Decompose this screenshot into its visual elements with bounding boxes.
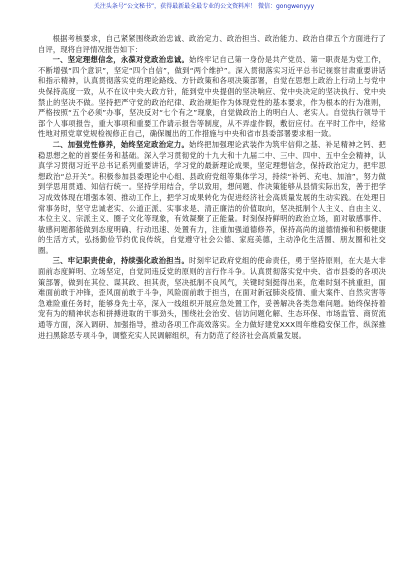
section-paragraph-2 (38, 140, 386, 257)
section-heading-3: 三、牢记职责使命，持续强化政治担当。 (52, 256, 190, 266)
section-paragraph-3 (38, 256, 386, 341)
promo-banner: 关注头条号“公文秘书”，获得最新最全最专业的公文资料库！ 微信：gongwenyyy (93, 3, 315, 10)
section-paragraph-1 (38, 55, 386, 140)
section-heading-1: 一、坚定理想信念，永葆对党政治忠诚。 (52, 55, 190, 65)
section-body-1: 始终牢记自己第一身份是共产党员、第一职责是为党工作，不断增强“四个意识”，坚定“四个自信”，做到“两个维护”。深入贯彻落实习近平总书记视察甘肃重要讲话和指示精神，认真贯彻落实党的理论路线、方针政策和各项决策部署，自觉在思想上政治上行动上与党中央保持高度一致，从不在议中央大政方针，能到党中央提倡的坚决响应、党中央决定的坚决执行、党中央禁止的坚决不做。坚持把严守党的政治纪律、政治规矩作为体现党性的基本要求，作为根本的行为准则，严格按照“五个必须”办事，坚决反对“七个有之”现象，自觉做政治上的明白人、老实人。自觉执行领导干部个人事项报告，重大事项和重要工作请示报告等制度，从不弄虚作假，敷衍应付。在平时工作中，经常性地对照党章党规检视修正自己，确保履出的工作措施与中央和省市县委部署要求相一致。 (38, 55, 386, 139)
section-heading-2: 二、加强党性修养，始终坚定政治定力。 (52, 139, 190, 149)
intro-paragraph: 根据考核要求，自己紧紧围绕政治忠诚、政治定力、政治担当、政治能力、政治自律五个方面进行了自评，现将自评情况报告如下： (38, 34, 386, 54)
section-body-3: 时刻牢记政府党组的使命责任，勇于坚持原则，在大是大非面前态度鲜明、立场坚定，自觉同违反党的原则的言行作斗争。认真贯彻落实党中央、省市县委的各项决策部署，做到在其位、谋其政、担其责，坚决抵制不良风气，关键时刻挺得出来，危难时刻不挑重担，面难面前敢于冲锋，歪风面前敢于斗争，风险面前敢于担当，在面对新冠肺炎疫情、重大案件、自然灾害等急难险重任务时，能够身先士卒，深入一线组织开展应急处置工作，妥善解决各类急难问题。始终保持着宠有为的精神状态和拼搏进取的干事劲头，围绕社会治安、信访问题化解、生态环保、市场监管、商贸流通等方面，深入调研、加强指导，推动各项工作高效落实。全力做好建党XXX周年维稳安保工作，纵深推进扫黑除恶专项斗争，调整充实人民调解组织，有力防范了经济社会高质量发展。 (38, 256, 386, 340)
report-body (38, 34, 386, 341)
section-body-2: 始终把加强理论武装作为筑牢信仰之基、补足精神之钙、把稳思想之舵的首要任务和基础。深入学习贯彻党的十九大和十九届二中、三中、四中、五中全会精神，认真学习贯彻习近平总书记系列重要讲话，学习党的最新理论成果，坚定理想信念，保持政治定力，把牢思想政治“总开关”。积极参加县委理论中心组、县政府党组等集体学习，持续“补钙、充电、加油”，努力做到学思用贯通、知信行统一。坚持学用结合，学以致用，想问题、作决策能够从县情实际出发，善于把学习成效体现在增强本领、推动工作上，把学习成果转化为促进经济社会高质量发展的生动实践。在处理日常事务时，坚守忠诚老实、公道正派、实事求是、清正廉洁的价值取向，坚决抵制个人主义、自由主义、本位主义、宗派主义、圈子文化等现象，有效凝聚了正能量。时刻保持鲜明的政治立场，面对敏感事件、敏感问题都能做到态度明确、行动迅速、处置有力，注重加强道德修养，保持高尚的道德情操和积极健康的生活方式，弘扬勤俭节约优良传统，自觉遵守社会公德、家庭美德，主动净化生活圈、朋友圈和社交圈。 (38, 139, 386, 255)
